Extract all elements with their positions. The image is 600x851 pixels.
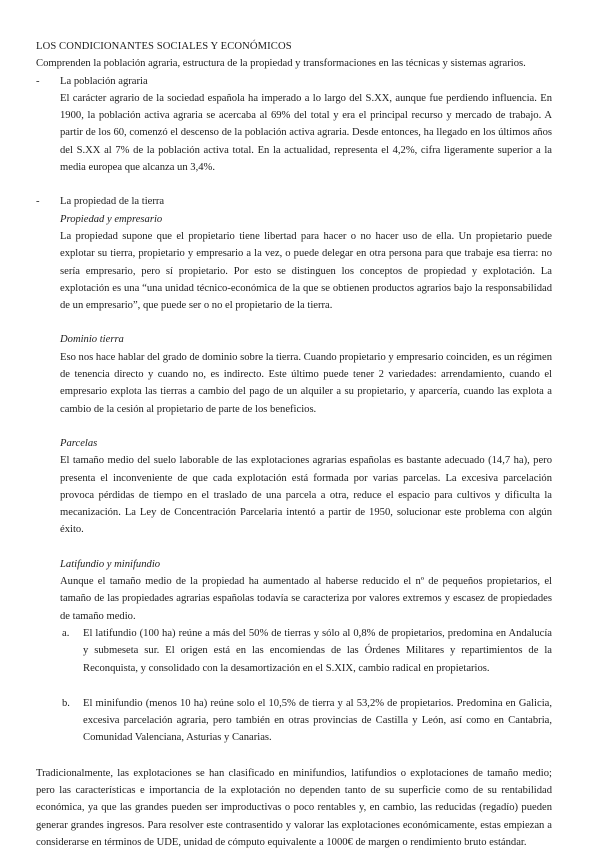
- bullet-dash: -: [36, 75, 40, 87]
- subsection-paragraph: Aunque el tamaño medio de la propiedad ha aumentado al haberse reducido el nº de pequeños propietarios, el tamaño de las propiedades agrarias españolas todavía se caracteriza por valores extremos y escasez de propiedades de tamaño medio.: [60, 576, 552, 622]
- subsection-paragraph: La propiedad supone que el propietario tiene libertad para hacer o no hacer uso de ella. Un propietario puede explotar su tierra, propietario y empresario a la vez, o puede delegar en otra persona para que trabaje esa tierra: no sería empresario, pero sí propietario. Por esto se distinguen los conceptos de propiedad y explotación. La explotación es una “una unidad técnico-económica de la que se obtienen productos agrarios bajo la responsabilidad de un empresario”, que puede ser o no el propietario de la tierra.: [60, 230, 552, 312]
- bullet-dash: -: [36, 196, 40, 208]
- list-marker: b.: [62, 697, 70, 709]
- subsection-heading: Latifundio y minifundio: [60, 558, 161, 570]
- list-item: [36, 625, 552, 677]
- subsection-heading: Parcelas: [60, 437, 98, 449]
- list-marker: a.: [62, 627, 70, 639]
- subsection-paragraph: El tamaño medio del suelo laborable de las explotaciones agrarias españolas es bastante adecuado (14,7 ha), pero presenta el inconveniente de que cada explotación está formada por varias parcelas. La excesiva parcelación provoca pérdidas de tiempo en el traslado de una parcela a otra, reduce el espacio para cultivos y dificulta la mecanización. La Ley de Concentración Parcelaria intentó a partir de 1950, solucionar este problema con algún éxito.: [60, 455, 552, 536]
- intro-paragraph: Comprenden la población agraria, estructura de la propiedad y transformaciones en las técnicas y sistemas agrarios.: [36, 58, 526, 70]
- subsection-paragraph: Eso nos hace hablar del grado de dominio sobre la tierra. Cuando propietario y empresario coinciden, es un régimen de tenencia directo y cuando no, es indirecto. Este último puede tener 2 variedades: arrendamiento, cuando el empresario explota las tierras a cambio del pago de un alquiler a su propietario, y aparcería, cuando las explota a cambio de la cesión al propietario de parte de los beneficios.: [60, 351, 552, 415]
- section-heading: La población agraria: [60, 75, 148, 87]
- section-paragraph: El carácter agrario de la sociedad española ha imperado a lo largo del S.XX, aunque fue perdiendo influencia. En 1900, la población activa agraria se acercaba al 69% del total y era el principal recurso y mercado de trabajo. A partir de los 60, comenzó el descenso de la población activa agraria. Desde entonces, ha llegado en los últimos años del S.XX al 7% de la población activa total. En la actualidad, representa el 4,2%, cifra ligeramente superior a la media europea que alcanza un 3,4%.: [60, 92, 552, 174]
- list-item-text: El minifundio (menos 10 ha) reúne solo el 10,5% de tierra y al 53,2% de propietarios. Predomina en Galicia, excesiva parcelación agraria, pero también en otras provincias de Castilla y León, así como en Cantabria, Comunidad Valenciana, Asturias y Canarias.: [83, 697, 552, 744]
- closing-paragraph: Tradicionalmente, las explotaciones se han clasificado en minifundios, latifundios o explotaciones de tamaño medio; pero las características e importancia de la explotación no dependen tanto de su superficie como de su rentabilidad económica, ya que las grandes pueden ser improductivas o poco rentables y, en cambio, las reducidas (regadío) pueden generar grandes ingresos. Para resolver este contrasentido y valorar las explotaciones económicamente, estas empiezan a considerarse en términos de UDE, unidad de cómputo equivalente a 1000€ de margen o rendimiento bruto estándar.: [36, 767, 552, 848]
- document-title: LOS CONDICIONANTES SOCIALES Y ECONÓMICOS: [36, 41, 292, 52]
- subsection-heading: Propiedad y empresario: [60, 213, 163, 225]
- document-page: [36, 38, 552, 851]
- list-item-text: El latifundio (100 ha) reúne a más del 50% de tierras y sólo al 0,8% de propietarios, predomina en Andalucía y submeseta sur. El origen está en las encomiendas de las Órdenes Militares y repartimientos de la Reconquista, y consolidado con la desamortización en el S.XIX, cambio radical en propietarios.: [83, 627, 552, 674]
- list-item: [36, 695, 552, 747]
- section-propiedad-tierra: [36, 193, 552, 210]
- subsection-heading: Dominio tierra: [60, 334, 124, 346]
- section-poblacion-agraria: [36, 73, 552, 90]
- section-heading: La propiedad de la tierra: [60, 196, 165, 208]
